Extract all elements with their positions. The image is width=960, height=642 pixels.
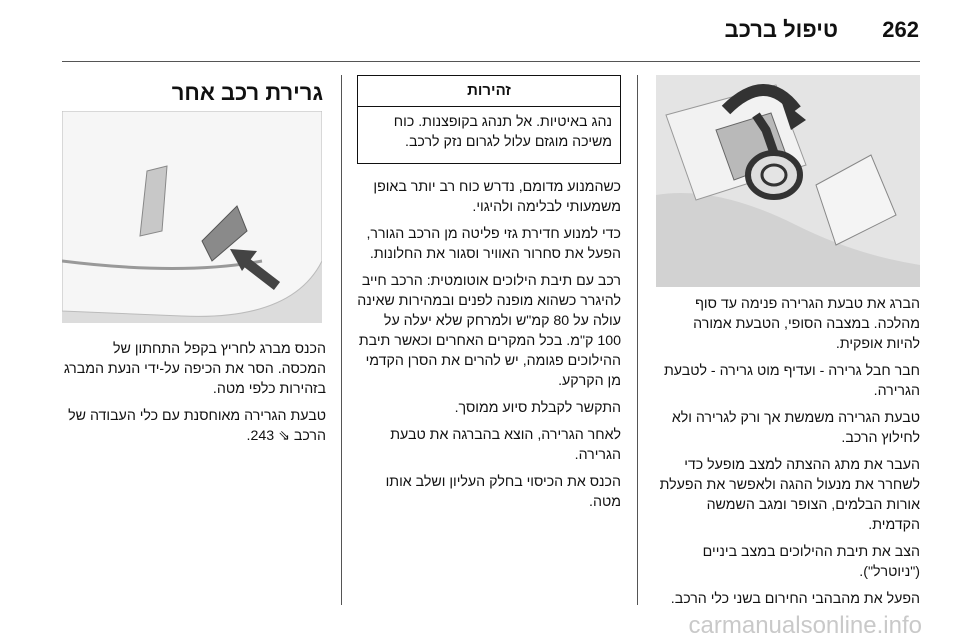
paragraph: טבעת הגרירה משמשת אך ורק לגרירה ולא לחילוץ הרכב. (671, 410, 920, 446)
bumper-cover-figure-icon (62, 111, 322, 323)
warning-title: זהירות (358, 76, 620, 107)
tow-eye-figure (656, 75, 920, 287)
paragraph: התקשר לקבלת סיוע ממוסך. (454, 400, 621, 416)
header-divider (62, 61, 920, 62)
paragraph: הברג את טבעת הגרירה פנימה עד סוף מהלכה. במצבה הסופי, הטבעת אמורה להיות אופקית. (693, 296, 920, 352)
left-column-text (62, 339, 326, 453)
warning-text: נהג באיטיות. אל תנהג בקופצנות. כוח משיכה מוגזם עלול לגרום נזק לרכב. (393, 114, 612, 150)
middle-column-text (357, 177, 621, 519)
tow-eye-figure-icon (656, 75, 920, 287)
page-number: 262 (882, 17, 919, 42)
watermark-text: carmanualsonline.info (688, 612, 922, 639)
paragraph: הכנס מברג לחריץ בקפל התחתון של המכסה. הסר את הכיפה על-ידי הנעת המברג בזהירות כלפי מטה. (63, 341, 326, 397)
paragraph: הצב את תיבת ההילוכים במצב ביניים ("ניוטרל"). (702, 544, 920, 580)
paragraph: הכנס את הכיסוי בחלק העליון ושלב אותו מטה. (385, 474, 621, 510)
bumper-cover-figure (62, 111, 322, 323)
chapter-title: טיפול ברכב (724, 17, 838, 42)
paragraph-with-reference: טבעת הגרירה מאוחסנת עם כלי העבודה של הרכב ⇘ 243. (68, 408, 326, 444)
paragraph: לאחר הגרירה, הוצא בהברגה את טבעת הגרירה. (390, 427, 621, 463)
paragraph: העבר את מתג ההצתה למצב מופעל כדי לשחרר את מנעול ההגה ולאפשר את הפעלת אורות הבלמים, הצופר ומגב השמשה הקדמית. (659, 457, 920, 533)
page-reference[interactable]: 243 (250, 428, 275, 444)
column-divider-right (637, 75, 638, 605)
paragraph: חבר חבל גרירה - ועדיף מוט גרירה - לטבעת הגרירה. (663, 363, 920, 399)
paragraph: רכב עם תיבת הילוכים אוטומטית: הרכב חייב להיגרר כשהוא מופנה לפנים ובמהירות שאינה עולה על 80 קמ"ש ולמרחק שלא יעלה על 100 ק"מ. בכל המקרים האחרים וכאשר תיבת ההילוכים פגומה, יש להרים את הסרן הקדמי מן הקרקע. (357, 273, 621, 389)
page-header (0, 0, 960, 62)
paragraph: הפעל את מהבהבי החירום בשני כלי הרכב. (670, 591, 920, 607)
column-divider-left (341, 75, 342, 605)
warning-box (357, 75, 621, 164)
paragraph: כשהמנוע מדומם, נדרש כוח רב יותר באופן משמעותי לבלימה ולהיגוי. (373, 179, 621, 215)
right-column-text (656, 294, 920, 616)
page-reference-icon: ⇘ (278, 428, 290, 444)
paragraph: כדי למנוע חדירת גזי פליטה מן הרכב הגורר, הפעל את סחרור האוויר וסגור את החלונות. (366, 226, 621, 262)
paragraph-text: טבעת הגרירה מאוחסנת עם כלי העבודה של הרכב (68, 408, 326, 444)
section-title: גרירת רכב אחר (171, 80, 323, 105)
